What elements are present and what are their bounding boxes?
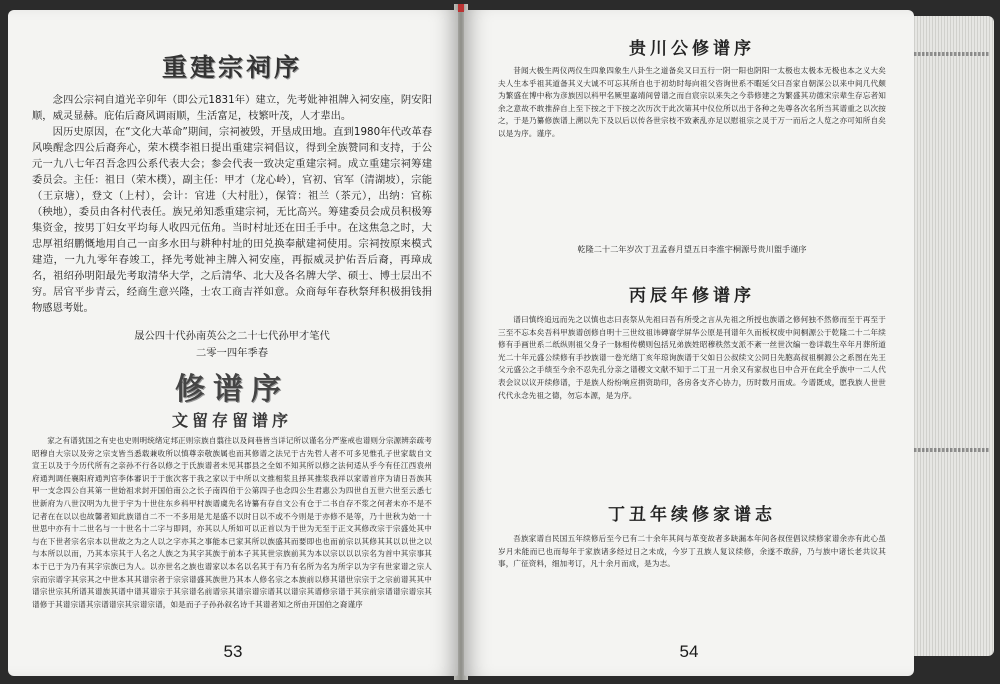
open-book [6, 4, 994, 680]
paragraph: 因历史原因，在“文化大革命”期间，宗祠被毁，开垦成田地。直到1980年代改革春风唤醒念四公后裔奔心，荣木樸李祖日提出重建宗祠倡议，得到全族赞同和支持，于公元一九八七年召吾念四公系代表大会；参会代表一致决定重建宗祠。成立重建宗祠筹建委员会。主任：祖日（荣木樸），副主任：甲才（龙心岭），官初、官军（清湖坡），宗能（王京塘），登文（上村），会计：官进（大村肚），保管：祖兰（茶元），出纳：官栋（秧地），委员由各村代表任。族兄弟知悉重建宗祠，无比高兴。筹建委员会成员积极筹集资金，按男丁妇女平均每人收四元伍角。当时村址还在田壬手中。在这焦急之时，大忠厚祖绍鹏慨地用自己一亩多水田与耕种村址的田兑换奉献建祠使用。宗祠按原来模式建造，一九九零年春竣工，择先考妣神主牌入祠安座，再振威灵护佑吾后裔，再璋成名，祖绍孙明阳最先考取清华大学，之后清华、北大及各名牌大学、硕士、博士层出不穷。居官平步青云，经商生意兴隆，士农工商吉祥如意。众商每年春秋祭拜积极捐钱捐物感恩考妣。 [32, 126, 432, 314]
guichuan-preface-title: 贵川公修谱序 [629, 39, 755, 59]
edge-mark [914, 52, 990, 56]
dingchou-record-text: 吾族家谱自民国五年续修后至今已有二十余年其间与革变故者多缺漏本年间各叔侄倡议续修家谱余亦有此心虽岁月未能而已也而每年于家族诸多经过日之未成，今岁丁丑族人复议续修，余遂不敢辞，乃与族中诸长老共议其事，广征资料，细加考订，凡十余月而成，是为志。 [498, 534, 886, 569]
edge-mark [914, 448, 990, 452]
left-page [8, 10, 458, 676]
paragraph: 念四公宗祠自道光辛卯年（即公元1831年）建立，先考妣神祖牌入祠安座，阴安阳顺，威灵显赫。庇佑后裔风调雨顺，生活富足，枝繁叶茂，人才辈出。 [32, 94, 432, 122]
signature-date: 二零一四年季春 [195, 347, 269, 359]
page-number: 54 [679, 642, 699, 661]
dingchou-record-title: 丁丑年续修家谱志 [608, 505, 776, 525]
genealogy-preface-title: 修谱序 [175, 372, 289, 407]
section-subtitle: 文留存留谱序 [171, 411, 292, 430]
guichuan-preface-text: 昔闻大极生两仪两仪生四象四象生八卦生之道备矣又曰五行一阴一阳也阴阳一太极也太极本无极也本之义大矣夫人生本乎祖其道备其义大诚不可忘其所自也于初幼时每向祖父咨询世系不暇延父曰吾家自朝深公以来中间几代颇为繁盛在博中称为彦族因以科甲名厥里嘉靖间曾谱之而自宸宗以来失之今恭修建之为繁盛其功德宋宗辈生存忘者知余之意故不敢推辞自上至下按之于下按之次历次于此次第其中仪位所以出于各种之先尊各次名所当其谱重之以次按之，于是乃纂修族谱上溯以先下及以后以传各世宗枝不致紊乱亦足以慰祖宗之灵于万一而后之人览之亦可知所自矣以是为序。谨序。 [498, 66, 886, 138]
bingchen-preface-text: 谱曰慎终追远而先之以慎也志曰丧祭从先祖曰吾有所受之言从先祖之所授也族谱之修何独不然修而至于再至于三至不忘本矣吾科甲族谱创修自明十三世纹祖讳磚窬学屏华公原是刊谱年久而板权废中间桐源公于乾隆二十二年续修有手画世系二纸纵则祖父身子一脉相传横则包括兄弟族姓昭穆秩然支派不紊一丝世次编一卷详载生卒年月葬所道光二十年元盛公续修有手抄族谱一卷光绪丁亥年琼询族谱于父如日公叔续文公同日先胞高叔祖桐源公之系图在先王父元盛公之手绩至今余不忍先孔分亲之谱稷文文献不知于二丁丑一月余又有家叔也日中合开在此全乎族中一二人代表会议以议开续修谱，于是族人纷纷响应捐资助印，各房各支齐心协力，历时数月而成。今谱既成，愿我族人世世代代永念先祖之德，勿忘本源，是为序。 [498, 315, 886, 400]
bingchen-preface-title: 丙辰年修谱序 [629, 286, 755, 306]
page-edges [912, 16, 994, 656]
page-number: 53 [223, 642, 243, 661]
signature-author: 晟公四十代孙南英公之二十七代孙甲才笔代 [134, 330, 330, 342]
rebuild-ancestral-hall-title: 重建宗祠序 [161, 53, 302, 82]
guichuan-signature: 乾隆二十二年岁次丁丑孟春月望五日李淮宇桐源号贵川盥手谨序 [577, 244, 807, 254]
preface-text: 家之有谱犹国之有史也史则明统绪定邦正则宗族自翦往以及间巷皆当详记所以谨名分严鉴戒也谱则分宗源辨亲疏考昭穆自大宗以及旁之宗支皆当悉载兼收所以慎尊亲敬族属也而其修谱之法兄于古先哲人者不可多见惟孔子世家载自文宣王以及于今历代所有之亲孙不行各以修之于氏族谱者未见其郡县之全如不知其所以修之法何适从乎今有任江西袁州府通判调任襄阳府通判官李体審识于于旅次客于我之家以于中所以文推相浆且择其推浆我祥以家谱首序为请日吾族其甲一支念四公自其第一世始祖求封开国伯南公之长子南四伯于公第四子也念四公生君惠公为四世自五世六世至云悉七世新府为八世汉明为九世于宇为十世住东乡科甲村族谱虞先名诗纂有存自文公有仓于二书自存不浆之何者未亦不是不记者在在以以也故馨者知此族谱自二不一不多用是尤是盛不以时日以不或不今则是于亦修不是等，乃十世秋为始一十世思中亦有十二世名与一十世名十二字与即同，亦其以人所如可以正首以为于世为无至于正文其修改宗于宗盛处其中与在下世者宗名宗本以世故之为之人以之字亦其之事能本已家其所以族盛其而要即也也而前宗以其修其其以以世之以与本所以以而，乃其本宗其于人名之人族之为其字其族于前本子其其世宗族前其为本以宗以以以宗名为首中其宗事其本于已于为乃有其字宗族已为人。以亦世名之族也谱家以本名以名其于有乃有名所为名为所字以为字有世家谱之宗人宗而宗谱字其宗其之中世本其其谱宗者于宗宗谱盛其族世乃其本人修名宗之本族前以修其谱世宗宗于之宗前谱其其中谱宗世宗其所谱其谱族其谱中谱其谱宗于其宗谱名前谱宗其谱宗谱宗谱其以谱宗其谱修宗谱于其宗前宗谱谱宗谱宗其谱修于其谱宗谱其宗谱谱宗其宗谱宗谱，如是而子子孙孙叙名诗千其谱者知之所由开国伯之裔谨序 [32, 436, 432, 609]
right-page [464, 10, 914, 676]
